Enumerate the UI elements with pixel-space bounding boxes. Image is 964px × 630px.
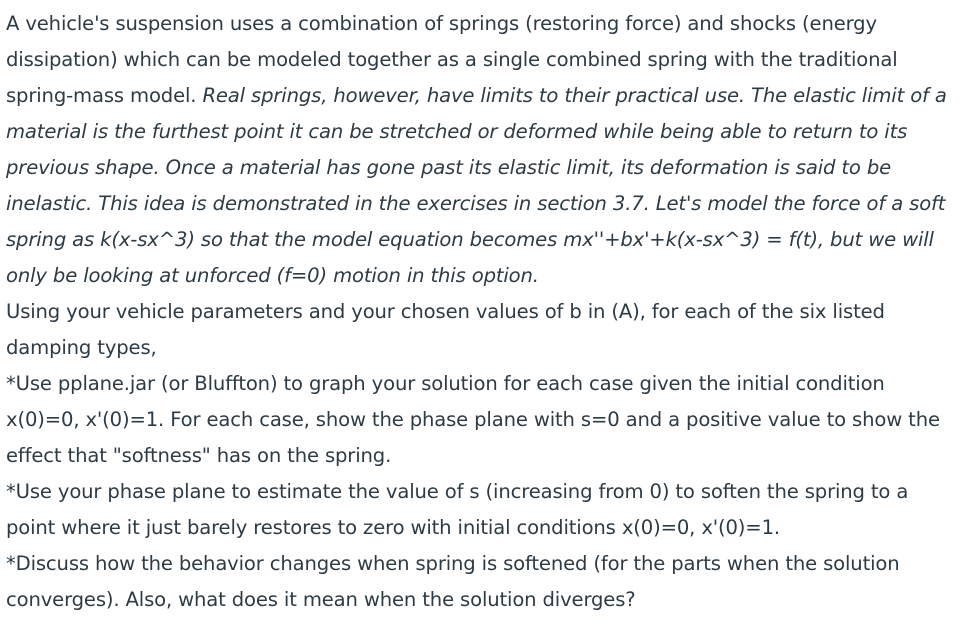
intro-paragraph [6,6,956,294]
task-estimate-paragraph: *Use your phase plane to estimate the value of s (increasing from 0) to soften the spring to a point where it just barely restores to zero with initial conditions x(0)=0, x'(0)=1. [6,480,909,539]
intro-italic-text: Real springs, however, have limits to their practical use. The elastic limit of a material is the furthest point it can be stretched or deformed while being able to return to its previous shape. Once a material has gone past its elastic limit, its deformation is said to be inelastic. This idea is demonstrated in the exercises in section 3.7. Let's model the force of a soft spring as k(x-sx^3) so that the model equation becomes mx''+bx'+k(x-sx^3) = f(t), but we will only be looking at unforced (f=0) motion in this option. [6,84,947,287]
task-discuss-paragraph: *Discuss how the behavior changes when spring is softened (for the parts when the solution converges). Also, what does it mean when the solution diverges? [6,552,900,611]
task-graph-paragraph: *Use pplane.jar (or Bluffton) to graph your solution for each case given the initial condition x(0)=0, x'(0)=1. For each case, show the phase plane with s=0 and a positive value to show the effect that "softness" has on the spring. [6,372,940,467]
intro-normal-text: A vehicle's suspension uses a combination of springs (restoring force) and shocks (energy dissipation) which can be modeled together as a single combined spring with the traditional spring-mass model. [6,12,898,107]
instructions-paragraph: Using your vehicle parameters and your chosen values of b in (A), for each of the six listed damping types, [6,300,885,359]
